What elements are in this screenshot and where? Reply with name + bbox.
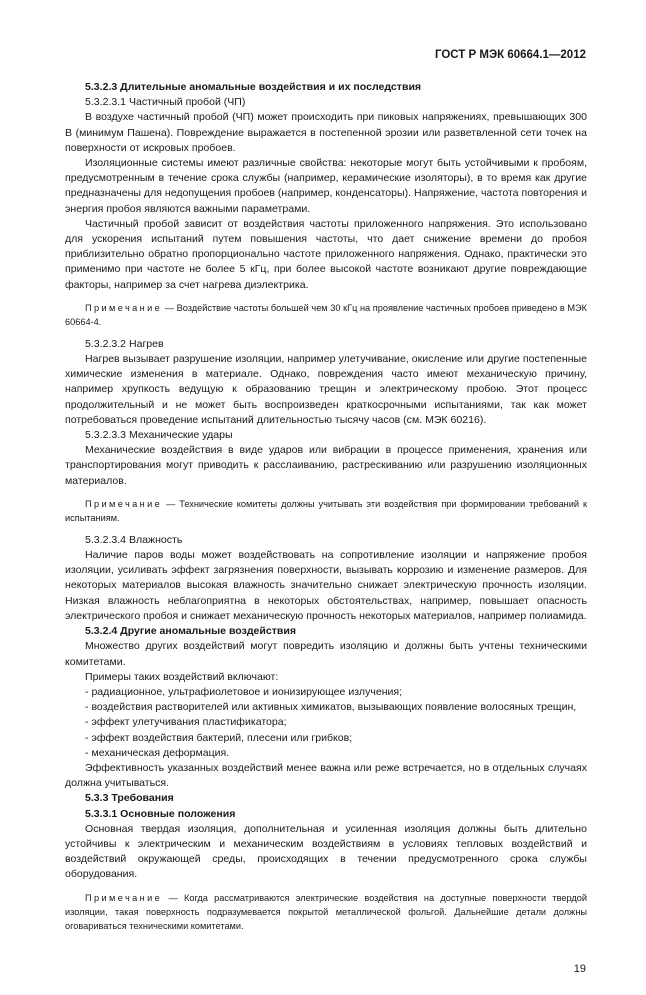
paragraph: Основная твердая изоляция, дополнительная и усиленная изоляция должны быть длительно устойчивы к электрическим и механическим воздействиям в условиях тепловых воздействий и воздействий окружающей среды, происходящих в течении предусмотренного срока службы оборудования. — [65, 822, 587, 881]
note-text: — Воздействие частоты большей чем 30 кГц на проявление частичных пробоев приведено в МЭК 60664-4. — [65, 302, 587, 327]
note-label: Примечание — [85, 892, 163, 903]
note — [65, 301, 587, 329]
paragraph: 5.3.2.3.3 Механические удары — [85, 429, 233, 442]
paragraph: Нагрев вызывает разрушение изоляции, например улетучивание, окисление или другие постепенные химические изменения в материале. Однако, повреждения часто имеют механическую причину, например хрупкость ведущую к образованию трещин и электрическому пробою. Этот процесс продолжительный и не может быть воспроизведен краткосрочными испытаниями, так как может потребоваться проведение испытаний длительностью тысячу часов (см. МЭК 60216). — [65, 353, 587, 426]
paragraph: 5.3.2.3.1 Частичный пробой (ЧП) — [85, 96, 246, 109]
note — [65, 497, 587, 525]
paragraph: - механическая деформация. — [85, 746, 230, 759]
paragraph: Наличие паров воды может воздействовать на сопротивление изоляции и напряжение пробоя изоляции, усиливать эффект загрязнения поверхности, вызывать коррозию и изменение размеров. Для некоторых материалов высокая влажность значительно снижает электрическую прочность изоляции. Низкая влажность неблагоприятна в некоторых обстоятельствах, например, повышает опасность электрического пробоя и снижает механическую прочность некоторых материалов, например полиамида. — [65, 549, 587, 622]
paragraph: 5.3.2.3.2 Нагрев — [85, 337, 164, 350]
document-header: ГОСТ Р МЭК 60664.1—2012 — [434, 49, 586, 61]
note-text: — Технические комитеты должны учитывать эти воздействия при формировании требований к испытаниям. — [65, 498, 587, 523]
paragraph: Множество других воздействий могут повредить изоляцию и должны быть учтены техническими комитетами. — [65, 640, 587, 668]
paragraph: В воздухе частичный пробой (ЧП) может происходить при пиковых напряжениях, превышающих 300 В (минимум Пашена). Повреждение выражается в постепенной эрозии или разветвленной сети точек на поверхности от искровых пробоев. — [65, 111, 587, 154]
paragraph: - эффект улетучивания пластификатора; — [85, 716, 287, 729]
paragraph: Частичный пробой зависит от воздействия частоты приложенного напряжения. Это использовано для ускорения испытаний путем повышения частоты, что дает снижение времени до пробоя приблизительно обратно пропорционально частоте приложенного напряжения. Однако, практически это применимо при частоте не более 5 кГц, при более высокой частоте возникают другие повреждающие факторы, например за счет нагрева диэлектрика. — [65, 217, 587, 291]
document-body — [65, 0, 587, 933]
note-label: Примечание — [85, 302, 163, 313]
paragraph: - эффект воздействия бактерий, плесени или грибков; — [85, 731, 353, 744]
note-text: — Когда рассматриваются электрические воздействия на доступные поверхности твердой изоляции, такая поверхность подразумевается покрытой металлической фольгой. Дальнейшие детали должны оговариваться техническими комитетами. — [65, 892, 587, 931]
paragraph: Механические воздействия в виде ударов или вибрации в процессе применения, хранения или транспортирования могут приводить к расслаиванию, растрескиванию или разрушению изоляционных материалов. — [65, 444, 587, 487]
section-heading: 5.3.3.1 Основные положения — [85, 807, 236, 820]
paragraph: Примеры таких воздействий включают: — [85, 670, 279, 683]
section-heading: 5.3.2.3 Длительные аномальные воздействия и их последствия — [85, 81, 422, 93]
section-heading: 5.3.2.4 Другие аномальные воздействия — [85, 625, 297, 638]
paragraph: 5.3.2.3.4 Влажность — [85, 533, 183, 546]
note — [65, 891, 587, 933]
paragraph: Изоляционные системы имеют различные свойства: некоторые могут быть устойчивыми к пробоям, предусмотренным в течение срока службы (например, керамические изоляторы), в то время как другие предназначены для недопущения пробоев (например, конденсаторы). Напряжение, частота повторения и энергия пробоя являются важными параметрами. — [65, 157, 587, 215]
note-label: Примечание — [85, 498, 163, 509]
section-heading: 5.3.3 Требования — [85, 792, 174, 805]
paragraph: Эффективность указанных воздействий менее важна или реже встречается, но в отдельных случаях должна учитываться. — [65, 761, 587, 790]
paragraph: - воздействия растворителей или активных химикатов, вызывающих появление волосяных трещин, — [85, 701, 577, 714]
page-number: 19 — [573, 962, 586, 975]
paragraph: - радиационное, ультрафиолетовое и ионизирующее излучения; — [85, 685, 403, 698]
